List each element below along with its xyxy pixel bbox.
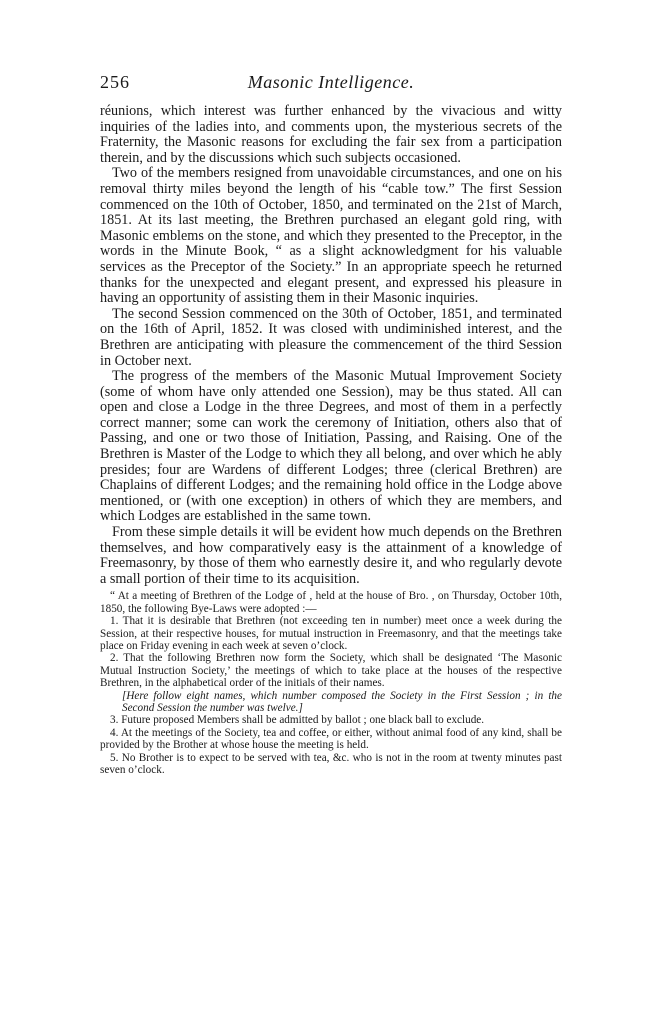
running-title: Masonic Intelligence. bbox=[247, 72, 415, 92]
page-number: 256 bbox=[100, 72, 130, 92]
paragraph-first-session: Two of the members resigned from unavoidable circumstances, and one on his removal thirty miles beyond the length of his “cable tow.” The first Session commenced on the 10th of October, 1850, and terminated on the 21st of March, 1851. At its last meeting, the Brethren purchased an elegant gold ring, with Masonic emblems on the stone, and which they presented to the Preceptor, in the words in the Minute Book, “ as a slight acknowledgment for his valuable services as the Preceptor of the Society.” In an appropriate speech he returned thanks for the unexpected and elegant present, and expressed his pleasure in having an opportunity of assisting them in their Masonic inquiries. bbox=[100, 165, 562, 307]
article-body bbox=[100, 104, 562, 587]
bye-law-5: 5. No Brother is to expect to be served with tea, &c. who is not in the room at twenty minutes past seven o’clock. bbox=[100, 751, 562, 777]
bye-law-4: 4. At the meetings of the Society, tea and coffee, or either, without animal food of any kind, shall be provided by the Brother at whose house the meeting is held. bbox=[100, 726, 562, 752]
book-page bbox=[100, 72, 562, 777]
editorial-note: [Here follow eight names, which number composed the Society in the First Session ; in the Second Session the number was twelve.] bbox=[122, 689, 562, 715]
paragraph-conclusion: From these simple details it will be evident how much depends on the Brethren themselves, and how comparatively easy is the attainment of a knowledge of Freemasonry, by those of them who earnestly desire it, and who regularly devote a small portion of their time to its acquisition. bbox=[100, 524, 562, 587]
page-header bbox=[100, 72, 562, 98]
bye-laws-extract bbox=[100, 590, 562, 776]
minutes-intro: “ At a meeting of Brethren of the Lodge of , held at the house of Bro. , on Thursday, October 10th, 1850, the following Bye-Laws were adopted :— bbox=[100, 590, 562, 615]
bye-law-1: 1. That it is desirable that Brethren (not exceeding ten in number) meet once a week during the Session, at their respective houses, for mutual instruction in Freemasonry, and that the meetings take place on Friday evening in each week at seven o’clock. bbox=[100, 615, 562, 653]
bye-law-3: 3. Future proposed Members shall be admitted by ballot ; one black ball to exclude. bbox=[110, 714, 485, 727]
paragraph-progress: The progress of the members of the Masonic Mutual Improvement Society (some of whom have only attended one Session), may be thus stated. All can open and close a Lodge in the three Degrees, and most of them in a perfectly correct manner; some can work the ceremony of Initiation, others also that of Passing, and one or two those of Initiation, Passing, and Raising. One of the Brethren is Master of the Lodge to which they all belong, and over which he ably presides; four are Wardens of different Lodges; three (clerical Brethren) are Chaplains of different Lodges; and the remaining hold office in the Lodge above mentioned, or (with one exception) in others of which they are members, and which Lodges are established in the same town. bbox=[100, 368, 562, 525]
paragraph-second-session: The second Session commenced on the 30th of October, 1851, and terminated on the 16th of April, 1852. It was closed with undiminished interest, and the Brethren are anticipating with pleasure the commencement of the third Session in October next. bbox=[100, 305, 562, 369]
bye-law-2: 2. That the following Brethren now form the Society, which shall be designated ‘The Masonic Mutual Instruction Society,’ the meetings of which to take place at the houses of the respective Brethren, in the alphabetical order of the initials of their names. bbox=[100, 652, 562, 690]
paragraph-reunions: réunions, which interest was further enhanced by the vivacious and witty inquiries of the ladies into, and comments upon, the mysterious secrets of the Fraternity, the Masonic reasons for excluding the fair sex from a participation therein, and by the discussions which such subjects occasioned. bbox=[100, 103, 562, 166]
